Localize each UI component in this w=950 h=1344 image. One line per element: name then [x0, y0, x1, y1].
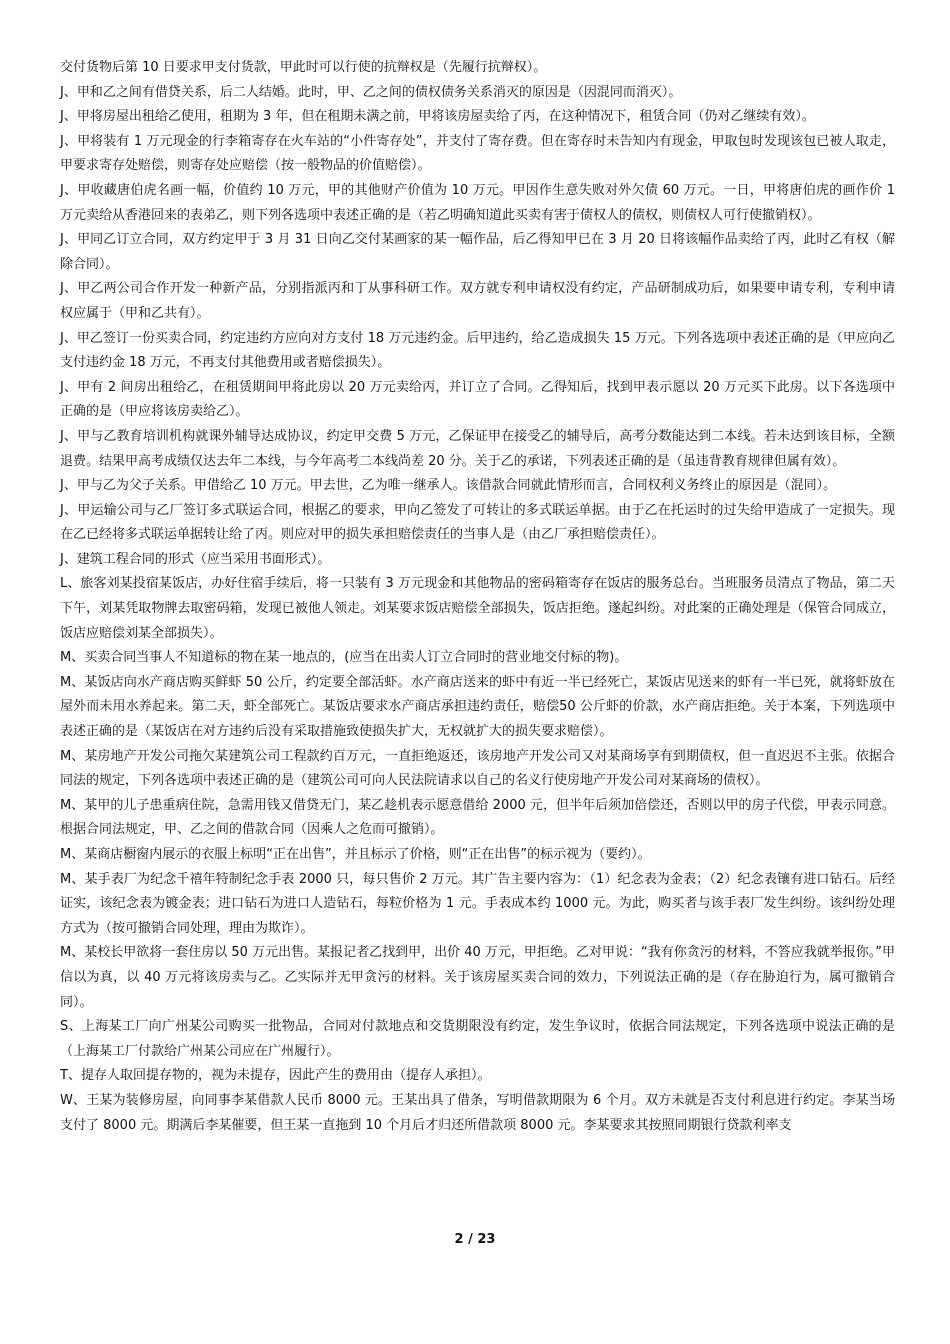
paragraph: J、甲同乙订立合同，双方约定甲于 3 月 31 日向乙交付某画家的某一幅作品，后乙得知甲已在 3 月 20 日将该幅作品卖给了丙，此时乙有权（解除合同）。: [60, 232, 895, 272]
paragraph: J、甲与乙教育培训机构就课外辅导达成协议，约定甲交费 5 万元，乙保证甲在接受乙的辅导后，高考分数能达到二本线。若未达到该目标，全额退费。结果甲高考成绩仅达去年二本线，与今年高考二本线尚差 20 分。关于乙的承诺，下列表述正确的是（虽违背教育规律但属有效）。: [60, 428, 895, 469]
paragraph: J、甲收藏唐伯虎名画一幅，价值约 10 万元，甲的其他财产价值为 10 万元。甲因作生意失败对外欠债 60 万元。一日，甲将唐伯虎的画作价 1 万元卖给从香港回来的表弟乙，则下列各选项中表述正确的是（若乙明确知道此买卖有害于债权人的债权，则债权人可行使撤销权）。: [60, 182, 895, 223]
paragraph: M、某甲的儿子患重病住院，急需用钱又借贷无门，某乙趁机表示愿意借给 2000 元，但半年后须加倍偿还，否则以甲的房子代偿，甲表示同意。根据合同法规定，甲、乙之间的借款合同（因乘人之危而可撤销）。: [60, 797, 895, 838]
paragraph: J、建筑工程合同的形式（应当采用书面形式）。: [60, 551, 331, 567]
paragraph: J、甲乙签订一份买卖合同，约定违约方应向对方支付 18 万元违约金。后甲违约，给乙造成损失 15 万元。下列各选项中表述正确的是（甲应向乙支付违约金 18 万元，不再支付其他费用或者赔偿损失）。: [60, 330, 895, 371]
document-body: [60, 56, 895, 1138]
paragraph: J、甲和乙之间有借贷关系，后二人结婚。此时，甲、乙之间的债权债务关系消灭的原因是（因混同而消灭）。: [60, 84, 682, 100]
paragraph: J、甲将装有 1 万元现金的行李箱寄存在火车站的“小件寄存处”，并支付了寄存费。但在寄存时未告知内有现金，甲取包时发现该包已被人取走，甲要求寄存处赔偿，则寄存处应赔偿（按一般物品的价值赔偿）。: [60, 133, 895, 174]
paragraph: S、上海某工厂向广州某公司购买一批物品，合同对付款地点和交货期限没有约定，发生争议时，依据合同法规定，下列各选项中说法正确的是（上海某工厂付款给广州某公司应在广州履行）。: [60, 1019, 895, 1059]
paragraph: M、某饭店向水产商店购买鲜虾 50 公斤，约定要全部活虾。水产商店送来的虾中有近一半已经死亡，某饭店见送来的虾有一半已死，就将虾放在屋外而未用水养起来。第二天，虾全部死亡。某饭店要求水产商店承担违约责任，赔偿50 公斤虾的价款，水产商店拒绝。关于本案，下列选项中表述正确的是（某饭店在对方违约后没有采取措施致使损失扩大，无权就扩大的损失要求赔偿）。: [60, 674, 895, 740]
paragraph: M、买卖合同当事人不知道标的物在某一地点的，(应当在出卖人订立合同时的营业地交付标的物)。: [60, 650, 628, 666]
paragraph: M、某商店橱窗内展示的衣服上标明“正在出售”，并且标示了价格，则“正在出售”的标示视为（要约）。: [60, 847, 651, 862]
page-number: 2 / 23: [454, 1232, 496, 1247]
paragraph: J、甲有 2 间房出租给乙，在租赁期间甲将此房以 20 万元卖给丙，并订立了合同。乙得知后，找到甲表示愿以 20 万元买下此房。以下各选项中正确的是（甲应将该房卖给乙）。: [60, 379, 895, 420]
paragraph: T、提存人取回提存物的，视为未提存，因此产生的费用由（提存人承担）。: [60, 1068, 491, 1084]
paragraph: J、甲与乙为父子关系。甲借给乙 10 万元。甲去世，乙为唯一继承人。该借款合同就此情形而言，合同权利义务终止的原因是（混同）。: [60, 478, 837, 494]
paragraph: J、甲将房屋出租给乙使用，租期为 3 年，但在租期未满之前，甲将该房屋卖给了丙，在这种情况下，租赁合同（仍对乙继续有效）。: [60, 109, 815, 125]
paragraph: L、旅客刘某投宿某饭店，办好住宿手续后，将一只装有 3 万元现金和其他物品的密码箱寄存在饭店的服务总台。当班服务员清点了物品，第二天下午，刘某凭取物牌去取密码箱，发现已被他人领走。刘某要求饭店赔偿全部损失，饭店拒绝。遂起纠纷。对此案的正确处理是（保管合同成立，饭店应赔偿刘某全部损失）。: [60, 576, 895, 641]
paragraph: M、某校长甲欲将一套住房以 50 万元出售。某报记者乙找到甲，出价 40 万元，甲拒绝。乙对甲说：“我有你贪污的材料，不答应我就举报你。”甲信以为真，以 40 万元将该房卖与乙。乙实际并无甲贪污的材料。关于该房屋买卖合同的效力，下列说法正确的是（存在胁迫行为，属可撤销合同）。: [60, 945, 895, 1010]
paragraph: M、某手表厂为纪念千禧年特制纪念手表 2000 只，每只售价 2 万元。其广告主要内容为：（1）纪念表为金表；（2）纪念表镶有进口钻石。后经证实，该纪念表为镀金表；进口钻石为进口人造钻石，每粒价格为 1 元。手表成本约 1000 元。为此，购买者与该手表厂发生纠纷。该纠纷处理方式为（按可撤销合同处理，理由为欺诈）。: [60, 871, 895, 936]
paragraph: 交付货物后第 10 日要求甲支付货款，甲此时可以行使的抗辩权是（先履行抗辩权）。: [60, 60, 547, 75]
paragraph: J、甲运输公司与乙厂签订多式联运合同，根据乙的要求，甲向乙签发了可转让的多式联运单据。由于乙在托运时的过失给甲造成了一定损失。现在乙已经将多式联运单据转让给了丙。则应对甲的损失承担赔偿责任的当事人是（由乙厂承担赔偿责任）。: [60, 502, 895, 543]
paragraph: W、王某为装修房屋，向同事李某借款人民币 8000 元。王某出具了借条，写明借款期限为 6 个月。双方未就是否支付利息进行约定。李某当场支付了 8000 元。期满后李某催要，但王某一直拖到 10 个月后才归还所借款项 8000 元。李某要求其按照同期银行贷款利率支: [60, 1092, 895, 1133]
paragraph: J、甲乙两公司合作开发一种新产品，分别指派丙和丁从事科研工作。双方就专利申请权没有约定，产品研制成功后，如果要申请专利，专利申请权应属于（甲和乙共有）。: [60, 281, 895, 321]
paragraph: M、某房地产开发公司拖欠某建筑公司工程款约百万元，一直拒绝返还，该房地产开发公司又对某商场享有到期债权，但一直迟迟不主张。依据合同法的规定，下列各选项中表述正确的是（建筑公司可向人民法院请求以自己的名义行使房地产开发公司对某商场的债权）。: [60, 748, 895, 789]
